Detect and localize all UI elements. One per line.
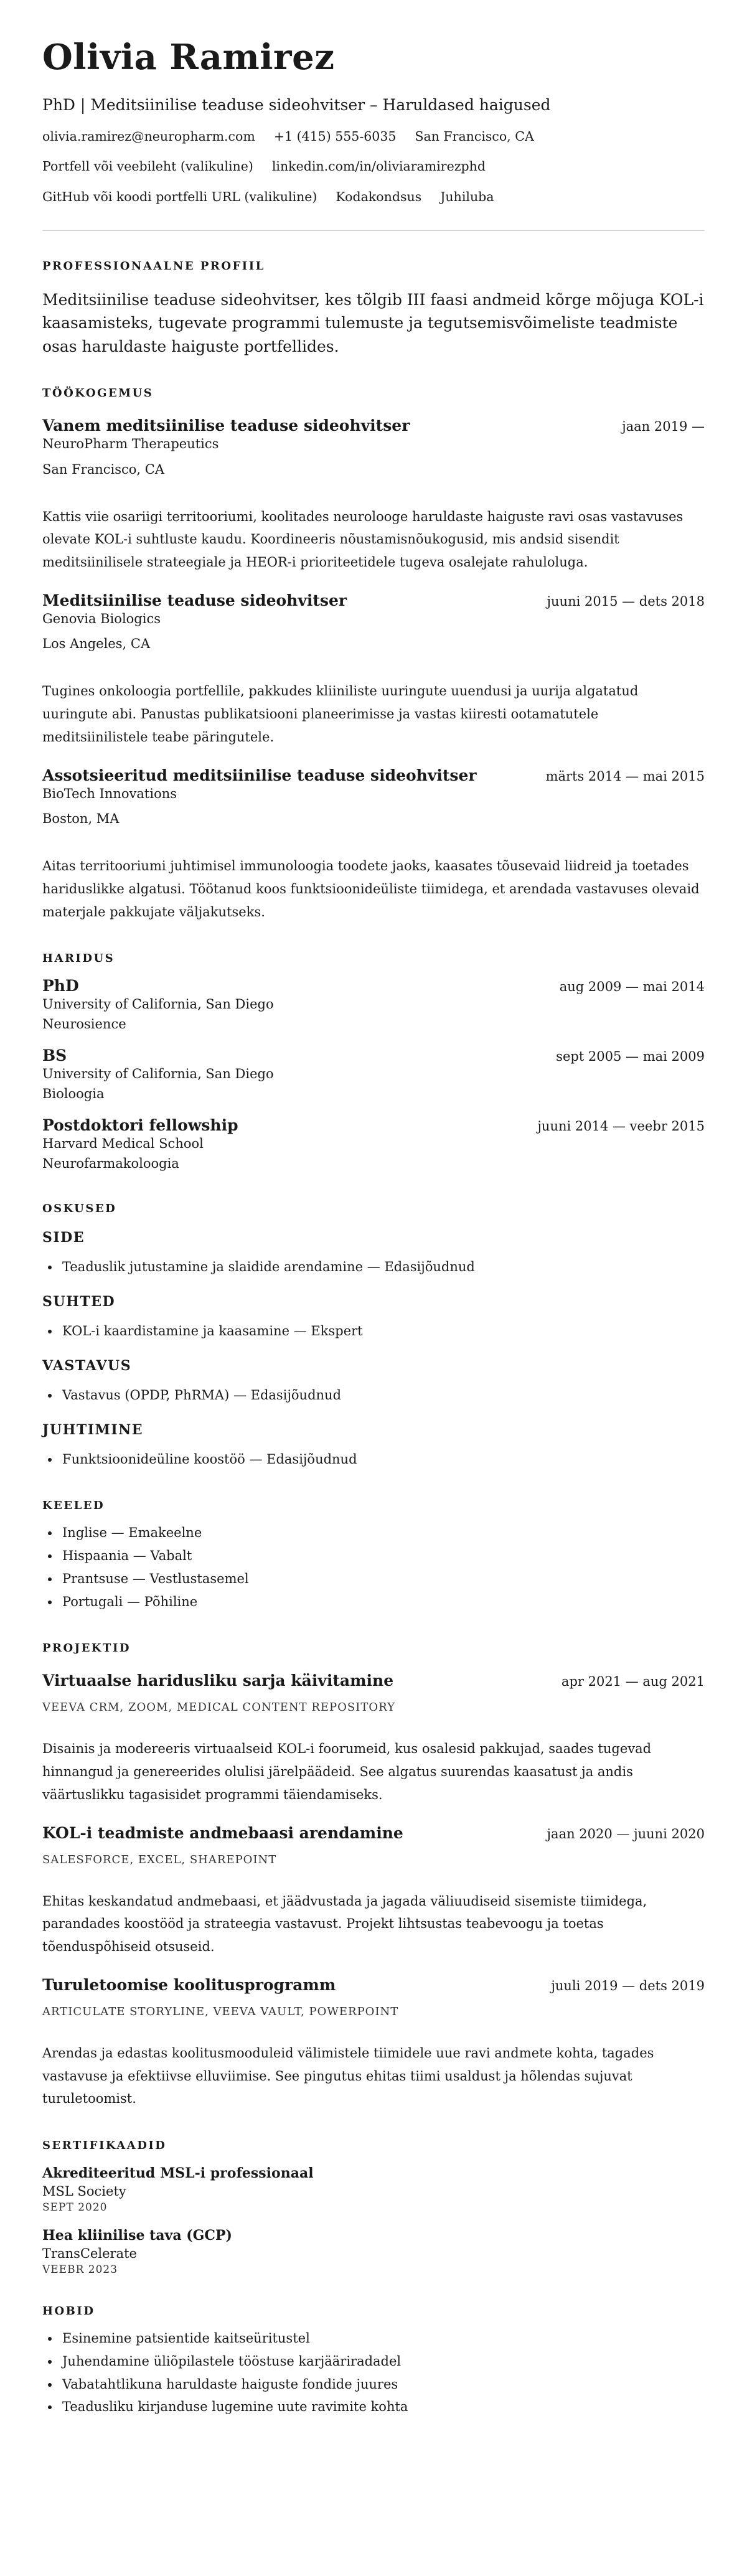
skill-category: JUHTIMINE [42,1421,144,1438]
list-item: • Teadusliku kirjanduse lugemine uute ravimite kohta [60,2395,705,2419]
school: Harvard Medical School [42,1136,204,1152]
language-list [42,1521,705,1613]
list-item: • Inglise — Emakeelne [60,1521,705,1544]
project-tech: SALESFORCE, EXCEL, SHAREPOINT [42,1853,277,1866]
project-entry [42,1671,705,1806]
list-item: • KOL-i kaardistamine ja kaasamine — Ekspert [60,1320,705,1343]
certification-issuer: TransCelerate [42,2246,137,2262]
project-title: KOL-i teadmiste andmebaasi arendamine [42,1823,403,1842]
phone: +1 (415) 555-6035 [273,128,397,144]
candidate-headline: PhD | Meditsiinilise teaduse sideohvitser – Haruldased haigused [42,95,551,114]
project-entry [42,1824,705,1958]
list-item: • Vabatahtlikuna haruldaste haiguste fondide juures [60,2373,705,2396]
list-item: • Juhendamine üliõpilastele tööstuse karjääriradadel [60,2350,705,2373]
list-item: • Portugali — Põhiline [60,1591,705,1614]
job-company: BioTech Innovations [42,786,177,801]
certification-name: Akrediteeritud MSL-i professionaal [42,2165,314,2182]
education-date: juuni 2014 — veebr 2015 [537,1119,705,1134]
certification-entry [42,2165,705,2214]
project-title: Turuletoomise koolitusprogramm [42,1975,336,1994]
candidate-name: Olivia Ramirez [42,37,335,78]
certification-name: Hea kliinilise tava (GCP) [42,2227,232,2244]
list-item: • Esinemine patsientide kaitseüritustel [60,2327,705,2350]
skill-category: SIDE [42,1229,85,1246]
location: San Francisco, CA [415,128,534,144]
github-link[interactable]: GitHub või koodi portfelli URL (valikuline) [42,189,317,204]
job-description: Kattis viie osariigi territooriumi, koolitades neuroloogе haruldaste haiguste ravi osas vastavuses olevate KOL-i suhtluste kaudu. Koordineeris nõustamisnõukogusid, mis andsid sisendit meditsiinilisele strateegiale ja HEOR-i prioriteetidele tugeva osalejate rahuloluga. [42,509,684,570]
certification-date: SEPT 2020 [42,2201,108,2214]
skill-list [42,1448,705,1471]
certification-date: VEEBR 2023 [42,2263,118,2277]
section-title-certifications: SERTIFIKAADID [42,2139,167,2153]
project-date: juuli 2019 — dets 2019 [551,1978,705,1993]
job-title: Meditsiinilise teaduse sideohvitser [42,591,347,609]
project-description: Arendas ja edastas koolitusmooduleid välimistele tiimidele uue ravi andmete kohta, tagades vastavuse ja efektiivse elluviimise. See pingutus ehitas tiimi usaldust ja hõlendas sujuvat turuletoomist. [42,2045,654,2107]
project-description: Ehitas keskandatud andmebaasi, et jäädvustada ja jagada väliuudiseid sisemiste tiimidega, parandades koostööd ja strateegia vastavust. Projekt lihtsustas teabevoogu ja toetas tõenduspõhiseid otsuseid. [42,1893,647,1955]
degree: PhD [42,977,79,995]
skill-category: VASTAVUS [42,1357,132,1374]
section-title-hobbies: HOBID [42,2305,95,2318]
job-entry [42,416,705,574]
certification-issuer: MSL Society [42,2184,126,2199]
job-title: Vanem meditsiinilise teaduse sideohvitser [42,416,410,435]
project-date: jaan 2020 — juuni 2020 [547,1826,705,1841]
job-date: jaan 2019 — [622,419,705,435]
contact-row [42,128,705,145]
education-entry [42,977,705,1034]
list-item: • Vastavus (OPDP, PhRMA) — Edasijõudnud [60,1384,705,1407]
project-entry [42,1976,705,2110]
project-tech: ARTICULATE STORYLINE, VEEVA VAULT, POWERPOINT [42,2005,399,2018]
hobby-list [42,2327,705,2419]
field-of-study: Bioloogia [42,1086,105,1101]
section-title-projects: PROJEKTID [42,1642,131,1655]
project-tech: VEEVA CRM, ZOOM, MEDICAL CONTENT REPOSITORY [42,1701,395,1714]
job-date: märts 2014 — mai 2015 [545,768,705,784]
project-title: Virtuaalse haridusliku sarja käivitamine [42,1671,394,1690]
school: University of California, San Diego [42,1066,274,1082]
job-company: NeuroPharm Therapeutics [42,436,219,452]
education-entry [42,1116,705,1173]
section-title-education: HARIDUS [42,952,115,966]
portfolio-link[interactable]: Portfell või veebileht (valikuline) [42,159,253,174]
degree: BS [42,1046,67,1065]
skill-list [42,1320,705,1343]
job-company: Genovia Biologics [42,611,161,626]
project-date: apr 2021 — aug 2021 [561,1674,705,1690]
job-entry [42,766,705,924]
project-description: Disainis ja modereeris virtuaalseid KOL-i foorumeid, kus osalesid pakkujad, saades tugevad hinnangud ja genereerides olulisi järelpäädeid. See algatus suurendas kaasatust ja andis väärtuslikku tagasisidet programmi täiendamiseks. [42,1741,652,1802]
job-entry [42,591,705,749]
list-item: • Hispaania — Vabalt [60,1544,705,1568]
education-date: aug 2009 — mai 2014 [559,979,705,995]
section-title-skills: OSKUSED [42,1202,117,1216]
education-entry [42,1046,705,1104]
certification-entry [42,2227,705,2276]
skill-list [42,1256,705,1279]
linkedin-link[interactable]: linkedin.com/in/oliviaramirezphd [271,159,486,174]
header-divider [42,230,705,231]
list-item: • Prantsuse — Vestlustasemel [60,1568,705,1591]
profile-summary: Meditsiinilise teaduse sideohvitser, kes tõlgib III faasi andmeid kõrge mõjuga KOL-i kaasamisteks, tugevate programmi tulemuste ja tegutsemisvõimeliste teadmiste osas haruldaste haiguste portfellides. [42,290,704,355]
job-description: Aitas territooriumi juhtimisel immunoloogia toodete jaoks, kaasates tõusevaid liidreid ja toetades hariduslikke algatusi. Töötanud koos funktsioonideüliste tiimidega, et arendada vastavuses olevaid materjale pakkujate väljakutseks. [42,858,700,919]
list-item: • Funktsioonideüline koostöö — Edasijõudnud [60,1448,705,1471]
contact-row [42,189,705,205]
drivers-license: Juhiluba [440,189,494,204]
contact-row [42,158,705,175]
degree: Postdoktori fellowship [42,1116,238,1135]
education-date: sept 2005 — mai 2009 [556,1049,705,1065]
job-location: Boston, MA [42,811,120,827]
section-title-experience: TÖÖKOGEMUS [42,387,154,400]
section-title-profile: PROFESSIONAALNE PROFIIL [42,259,265,273]
school: University of California, San Diego [42,997,274,1012]
section-title-languages: KEELED [42,1499,105,1513]
job-date: juuni 2015 — dets 2018 [547,593,705,609]
email[interactable]: olivia.ramirez@neuropharm.com [42,128,255,144]
job-description: Tugines onkoloogia portfellile, pakkudes kliiniliste uuringute uuendusi ja uurija algatatud uuringute abi. Panustas publikatsiooni planeerimisse ja vastas kiiresti ootamatutele meditsiinilistele teabe päringutele. [42,684,639,745]
field-of-study: Neurofarmakoloogia [42,1155,179,1171]
job-location: Los Angeles, CA [42,636,151,652]
field-of-study: Neurosience [42,1016,126,1032]
job-location: San Francisco, CA [42,461,165,477]
skill-list [42,1384,705,1407]
skill-category: SUHTED [42,1294,116,1310]
list-item: • Teaduslik jutustamine ja slaidide arendamine — Edasijõudnud [60,1256,705,1279]
citizenship: Kodakondsus [336,189,422,204]
job-title: Assotsieeritud meditsiinilise teaduse sideohvitser [42,766,477,784]
